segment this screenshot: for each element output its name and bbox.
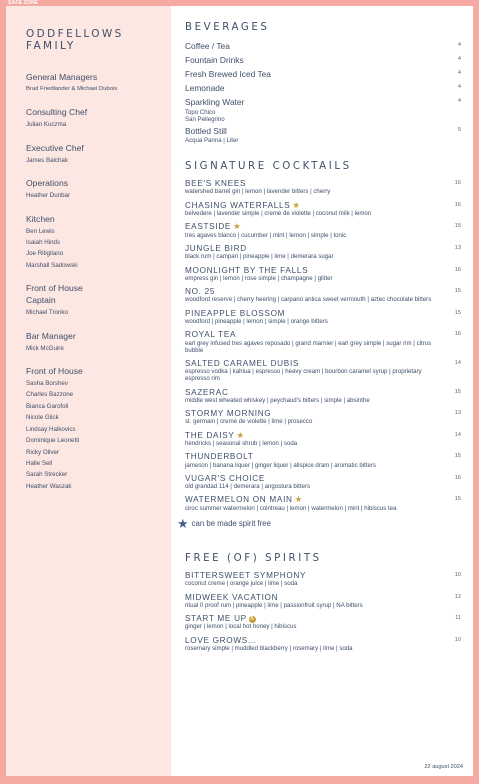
staff-name: Heather Dunbar [26,192,71,200]
cocktail-name-row [185,388,447,397]
cocktail-name-row [185,222,447,231]
star-icon: ★ [294,494,303,505]
staff-name: Isaiah Hinds [26,239,61,247]
cocktail-name-row [185,266,447,275]
menu-date: 22 august 2024 [424,764,463,770]
cocktail-description: hendricks | seasonal shrub | lemon | soda [185,439,298,447]
cocktail-description: old grandad 114 | demerara | angostura bitters [185,483,311,491]
staff-group [26,366,171,492]
spirit-free-item [185,571,461,587]
beverage-detail: Acqua Panna | Liter [185,137,239,145]
beverage-price: 4 [457,84,461,91]
cocktail-name-row [185,244,447,253]
cocktail-name-row [185,452,447,461]
beverage-name: Fresh Brewed Iced Tea [185,69,271,80]
spirit-free-price: 10 [454,572,461,579]
staff-name: Marshall Sadowski [26,261,78,269]
cocktail-item [185,474,461,490]
staff-name: Halle Sell [26,459,53,467]
staff-list [26,72,171,492]
cocktail-name: EASTSIDE [185,222,232,232]
staff-name: Nicole Glick [26,414,59,422]
spirit-free-description: rosemary simple | muddled blackberry | rosemary | lime | soda [185,645,353,653]
cocktail-price: 15 [454,288,461,295]
spirit-free-price: 10 [454,636,461,643]
spirit-free-item [185,636,461,652]
cocktail-name-row [185,431,447,440]
free-spirits-list [185,571,461,652]
beverage-name: Fountain Drinks [185,55,244,66]
beverage-item [185,96,461,123]
staff-group-title: General Managers [26,72,98,82]
beverage-name: Bottled Still [185,125,227,136]
cocktail-price: 14 [454,359,461,366]
staff-group [26,72,171,95]
spirit-free-name-row [185,614,447,623]
staff-group-title: Front of House [26,366,83,377]
cocktail-description: ciroc summer watermelon | cointreau | lemon | watermelon | mint | hibiscus tea [185,504,397,512]
cocktail-name: THUNDERBOLT [185,452,254,462]
staff-group-title: Bar Manager [26,330,76,341]
cocktail-name: SAZERAC [185,387,229,397]
cocktail-name-row [185,495,447,504]
staff-group [26,107,171,130]
spirit-free-name-row [185,593,447,602]
cocktail-description: jameson | banana liquer | ginger liquer | allspice dram | aromatic bitters [185,461,376,469]
staff-group-title: Front of House [26,283,83,294]
cocktail-name: STORMY MORNING [185,409,272,419]
staff-group-title: Operations [26,178,69,189]
staff-group-title: Kitchen [26,213,55,224]
cocktails-title: SIGNATURE COCKTAILS [185,161,352,173]
cocktail-name-row [185,359,447,368]
safe-zone-label: SAFE ZONE [8,0,39,6]
beverage-name: Lemonade [185,83,225,94]
cocktail-price: 16 [454,474,461,481]
spirit-free-name: BITTERSWEET SYMPHONY [185,571,307,581]
cocktail-item [185,201,461,217]
beverages-list [185,40,461,145]
beverage-detail: San Pellegrino [185,116,225,124]
cocktail-name: CHASING WATERFALLS [185,200,291,210]
spirit-free-item [185,614,461,630]
beverage-item [185,68,461,81]
cocktail-price: 15 [454,223,461,230]
staff-name: Heather Waszak [26,482,72,490]
spirit-free-note-text: can be made spirit free [191,519,271,529]
cocktail-description: empress gin | lemon | rose simple | champagne | glitter [185,274,333,282]
staff-name: Mick McGuire [26,344,64,352]
cocktail-name: BEE'S KNEES [185,179,247,189]
cocktail-name-row [185,179,447,188]
star-icon: ★ [177,516,189,532]
staff-name: Ben Lewis [26,227,55,235]
cocktail-price: 15 [454,388,461,395]
cocktail-name: JUNGLE BIRD [185,243,247,253]
cocktail-price: 13 [454,410,461,417]
star-icon: ★ [233,221,242,232]
cocktail-name: SALTED CARAMEL DUBIS [185,358,300,368]
cocktail-description: st. germain | creme de violette | lime | prosecco [185,418,313,426]
beverage-item [185,40,461,53]
staff-name: Michael Tronko [26,309,68,317]
cocktail-description: belvedere | lavender simple | creme de violette | coconut milk | lemon [185,209,372,217]
spirit-free-price: 12 [454,593,461,600]
staff-name: Joe Ritigliano [26,250,64,258]
cocktail-name-row [185,309,447,318]
staff-name: Charles Bazzone [26,391,74,399]
menu-content [177,21,461,657]
cocktail-price: 16 [454,201,461,208]
cocktail-item [185,266,461,282]
menu-page [6,6,473,776]
cocktail-name: THE DAISY [185,430,235,440]
cocktail-name-row [185,201,447,210]
brand-title: ODDFELLOWS FAMILY [26,28,124,52]
cocktail-price: 16 [454,180,461,187]
spirit-free-description: ritual 0 proof rum | pineapple | lime | passionfruit syrup | NA bitters [185,601,363,609]
cocktail-description: watershed barrel gin | lemon | lavender bitters | cherry [185,188,331,196]
cocktail-name: MOONLIGHT BY THE FALLS [185,265,309,275]
spirit-free-description: coconut creme | orange juice | lime | soda [185,580,298,588]
cocktail-price: 15 [454,453,461,460]
cocktail-name: ROYAL TEA [185,330,237,340]
cocktail-item [185,431,461,447]
cocktail-name-row [185,330,447,339]
staff-group [26,143,171,166]
beverages-title: BEVERAGES [185,22,270,33]
staff-name: Lindsay Halkovics [26,425,76,433]
staff-panel [6,6,171,776]
cocktail-item [185,495,461,511]
cocktail-item [185,388,461,404]
cocktail-item [185,222,461,238]
beverage-item [185,54,461,67]
cocktail-item [185,244,461,260]
cocktail-price: 15 [454,309,461,316]
cocktail-item [185,330,461,353]
beverage-price: 5 [457,126,461,133]
cocktail-name: VUGAR'S CHOICE [185,473,266,483]
staff-name: James Balchak [26,156,68,164]
staff-name: Ricky Oliver [26,448,60,456]
spirit-free-name-row [185,571,447,580]
cocktail-name-row [185,287,447,296]
cocktail-price: 13 [454,244,461,251]
cocktail-item [185,309,461,325]
beverage-name: Coffee / Tea [185,41,230,51]
staff-group [26,214,171,272]
spirit-free-note [177,517,461,530]
spirit-free-name: START ME UP [185,614,247,624]
star-icon: ★ [292,199,301,210]
cocktail-description: woodford reserve | cherry heering | carpano antica sweet vermouth | aztec chocolate bitters [185,296,432,304]
cocktail-description: black rum | campari | pineapple | lime | demerara sugar [185,253,334,261]
cocktail-price: 16 [454,266,461,273]
cocktail-item [185,409,461,425]
cocktail-name: WATERMELON ON MAIN [185,495,293,505]
staff-name: Sarah Strecker [26,471,68,479]
cocktail-name: NO. 25 [185,287,216,297]
cocktail-price: 14 [454,431,461,438]
spirit-free-description: ginger | lemon | local hot honey | hibiscus [185,623,297,631]
cocktail-price: 15 [454,496,461,503]
badge-icon: A [250,616,255,623]
cocktail-description: woodford | pineapple | lemon | simple | orange bitters [185,317,328,325]
staff-name: Dominique Leonetti [26,437,80,445]
cocktail-name-row [185,409,447,418]
beverage-item [185,82,461,95]
beverage-price: 4 [457,70,461,77]
spirit-free-item [185,593,461,609]
beverage-price: 4 [457,98,461,105]
cocktail-price: 16 [454,331,461,338]
staff-group-title-line2: Captain [26,295,56,306]
staff-group [26,331,171,354]
staff-group-title: Executive Chef [26,142,84,153]
spirit-free-name: MIDWEEK VACATION [185,592,279,602]
beverage-name: Sparkling Water [185,97,245,108]
cocktail-name: PINEAPPLE BLOSSOM [185,308,286,318]
free-spirits-title: FREE (OF) SPIRITS [185,553,322,565]
cocktail-item [185,287,461,303]
cocktail-description: earl grey infused tres agaves reposado | grand marnier | earl grey simple | sugar rim | citrus bubble [185,339,432,354]
staff-name: Julian Kuczma [26,121,67,129]
star-icon: ★ [236,429,245,440]
cocktail-item [185,179,461,195]
spirit-free-name-row [185,636,447,645]
staff-name: Sasha Borshev [26,380,68,388]
cocktail-item [185,359,461,382]
beverage-detail: Topo Chico [185,108,216,116]
beverage-item [185,125,461,145]
staff-name: Brad Friedlander & Michael Dubois [26,86,118,92]
staff-group [26,283,171,318]
spirit-free-price: 11 [455,615,461,622]
cocktails-list [185,179,461,512]
staff-group [26,178,171,201]
cocktail-description: tres agaves blanco | cucumber | mint | lemon | simple | tonic [185,231,347,239]
cocktail-name-row [185,474,447,483]
cocktail-item [185,452,461,468]
beverage-price: 4 [457,42,461,48]
cocktail-description: middle west wheated whiskey | peychaud's bitters | simple | absinthe [185,396,370,404]
staff-group-title: Consulting Chef [26,107,88,118]
spirit-free-name: LOVE GROWS... [185,635,257,645]
cocktail-description: espresso vodka | kahlua | espresso | heavy cream | bourbon caramel syrup | proprietary espresso rim [185,368,422,383]
beverage-price: 4 [457,56,461,63]
staff-name: Bianca Garofoli [26,402,69,410]
